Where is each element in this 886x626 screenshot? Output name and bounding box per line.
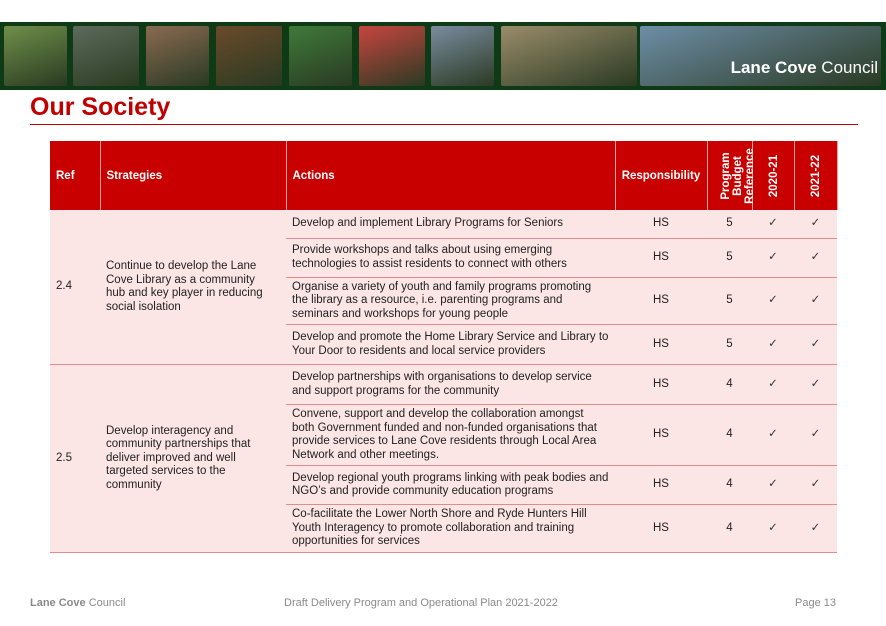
responsibility-cell: HS: [615, 238, 707, 277]
tick-2020-21: ✓: [752, 210, 794, 238]
tick-2021-22: ✓: [794, 405, 837, 466]
council-logo: Lane Cove Council: [730, 58, 878, 77]
action-cell: Provide workshops and talks about using emerging technologies to assist residents to connect with others: [286, 238, 615, 277]
tick-2020-21: ✓: [752, 277, 794, 325]
tick-2021-22: ✓: [794, 238, 837, 277]
program-ref-cell: 4: [707, 466, 752, 505]
responsibility-cell: HS: [615, 505, 707, 553]
responsibility-cell: HS: [615, 210, 707, 238]
program-ref-cell: 5: [707, 277, 752, 325]
tick-2020-21: ✓: [752, 365, 794, 405]
tick-2021-22: ✓: [794, 466, 837, 505]
table-header-row: [50, 141, 837, 210]
park-photo: [4, 26, 67, 86]
footer-page-number: Page 13: [795, 597, 836, 609]
action-cell: Co-facilitate the Lower North Shore and Ryde Hunters Hill Youth Interagency to promote collaboration and training opportunities for services: [286, 505, 615, 553]
header-banner: [0, 22, 886, 90]
responsibility-cell: HS: [615, 365, 707, 405]
header-actions: Actions: [286, 141, 615, 210]
action-cell: Develop regional youth programs linking with peak bodies and NGO’s and provide community education programs: [286, 466, 615, 505]
program-ref-cell: 4: [707, 405, 752, 466]
header-2021-22: 2021-22: [794, 141, 837, 210]
parrot-photo: [289, 26, 352, 86]
tick-2021-22: ✓: [794, 365, 837, 405]
title-divider: [30, 124, 858, 125]
header-ref: Ref: [50, 141, 100, 210]
performer-photo: [359, 26, 425, 86]
strategy-table: [50, 141, 838, 553]
responsibility-cell: HS: [615, 466, 707, 505]
page-title: Our Society: [30, 93, 171, 121]
program-ref-cell: 4: [707, 505, 752, 553]
ref-cell: 2.5: [50, 365, 100, 553]
tick-2020-21: ✓: [752, 238, 794, 277]
table-row: [50, 365, 837, 405]
responsibility-cell: HS: [615, 405, 707, 466]
tick-2021-22: ✓: [794, 210, 837, 238]
program-ref-cell: 5: [707, 325, 752, 365]
footer-document-title: Draft Delivery Program and Operational Plan 2021-2022: [284, 597, 558, 609]
program-ref-cell: 5: [707, 238, 752, 277]
header-2020-21: 2020-21: [752, 141, 794, 210]
header-strategies: Strategies: [100, 141, 286, 210]
footer-council: Lane Cove Council: [30, 597, 126, 609]
header-responsibility: Responsibility: [615, 141, 707, 210]
responsibility-cell: HS: [615, 325, 707, 365]
street-cafe-photo: [501, 26, 637, 86]
program-ref-cell: 5: [707, 210, 752, 238]
building-photo: [431, 26, 494, 86]
program-ref-cell: 4: [707, 365, 752, 405]
dancers-photo: [146, 26, 209, 86]
table-row: [50, 210, 837, 238]
tick-2020-21: ✓: [752, 405, 794, 466]
responsibility-cell: HS: [615, 277, 707, 325]
strategy-cell: Develop interagency and community partnerships that deliver improved and well targeted services to the community: [100, 365, 286, 553]
waterfall-photo: [73, 26, 139, 86]
tick-2020-21: ✓: [752, 325, 794, 365]
action-cell: Organise a variety of youth and family programs promoting the library as a resource, i.e. parenting programs and seminars and workshops for young people: [286, 277, 615, 325]
night-market-photo: [216, 26, 282, 86]
tick-2021-22: ✓: [794, 277, 837, 325]
header-program-budget-reference: Program Budget Reference: [707, 141, 752, 210]
tick-2021-22: ✓: [794, 505, 837, 553]
tick-2020-21: ✓: [752, 466, 794, 505]
tick-2021-22: ✓: [794, 325, 837, 365]
tick-2020-21: ✓: [752, 505, 794, 553]
action-cell: Develop partnerships with organisations to develop service and support programs for the community: [286, 365, 615, 405]
action-cell: Develop and implement Library Programs for Seniors: [286, 210, 615, 238]
action-cell: Convene, support and develop the collaboration amongst both Government funded and non-funded organisations that provide services to Lane Cove residents through Local Area Network and other meetings.: [286, 405, 615, 466]
action-cell: Develop and promote the Home Library Service and Library to Your Door to residents and local service providers: [286, 325, 615, 365]
strategy-cell: Continue to develop the Lane Cove Library as a community hub and key player in reducing social isolation: [100, 210, 286, 365]
ref-cell: 2.4: [50, 210, 100, 365]
